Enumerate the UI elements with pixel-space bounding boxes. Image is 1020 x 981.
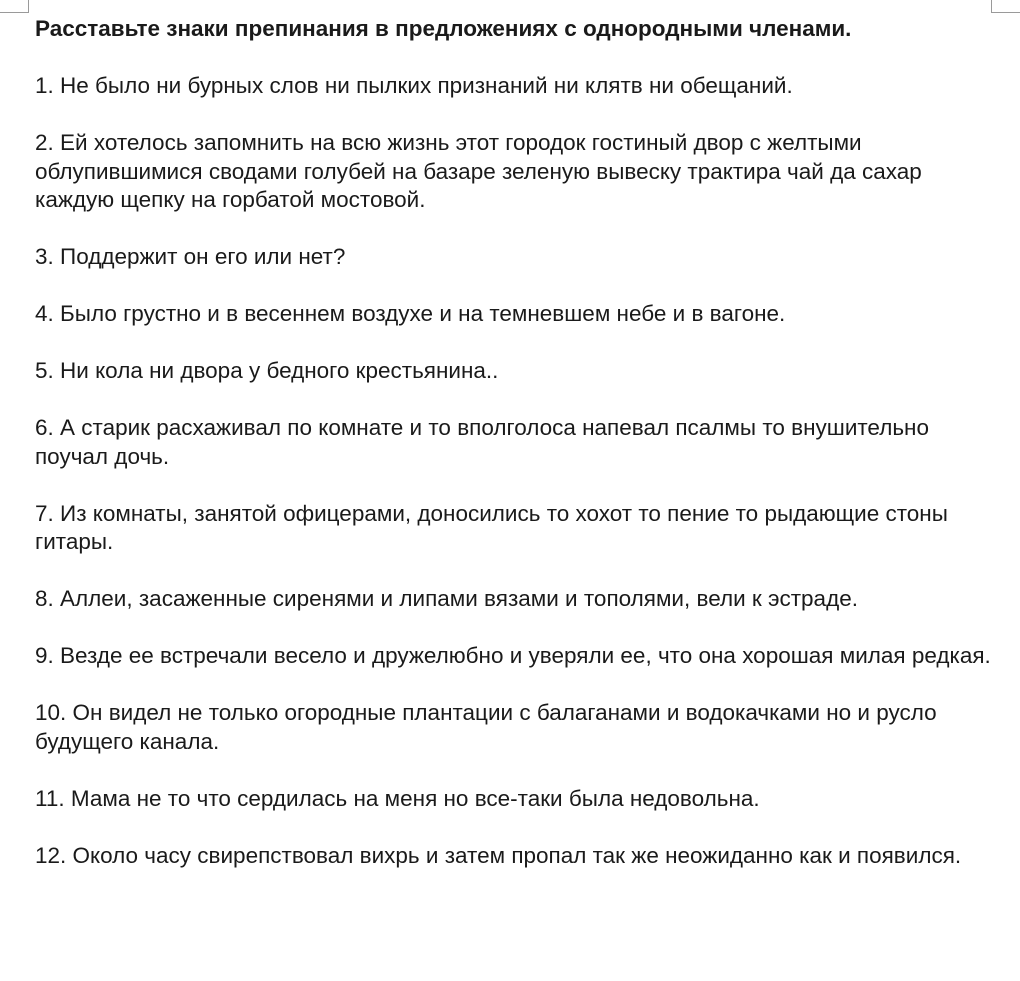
- sentence-list: [35, 72, 1005, 870]
- sentence-item-11: 11. Мама не то что сердилась на меня но все-таки была недовольна.: [35, 785, 760, 811]
- sentence-item-5: 5. Ни кола ни двора у бедного крестьянина..: [35, 358, 499, 383]
- sentence-item-6: 6. А старик расхаживал по комнате и то вполголоса напевал псалмы то внушительно поучал дочь.: [35, 415, 929, 469]
- sentence-item-7: 7. Из комнаты, занятой офицерами, доносились то хохот то пение то рыдающие стоны гитары.: [35, 500, 948, 554]
- sentence-item-8: 8. Аллеи, засаженные сиренями и липами вязами и тополями, вели к эстраде.: [35, 586, 858, 611]
- sentence-item-9: 9. Везде ее встречали весело и дружелюбно и уверяли ее, что она хорошая милая редкая.: [35, 643, 991, 668]
- sentence-item-12: 12. Около часу свирепствовал вихрь и затем пропал так же неожиданно как и появился.: [35, 842, 962, 868]
- sentence-item-3: 3. Поддержит он его или нет?: [35, 244, 346, 269]
- sentence-item-10: 10. Он видел не только огородные плантации с балаганами и водокачками но и русло будущего канала.: [35, 700, 937, 754]
- document-page: [35, 14, 1005, 899]
- sentence-item-1: 1. Не было ни бурных слов ни пылких признаний ни клятв ни обещаний.: [35, 73, 793, 98]
- sentence-item-4: 4. Было грустно и в весеннем воздухе и на темневшем небе и в вагоне.: [35, 301, 786, 326]
- sentence-item-2: 2. Ей хотелось запомнить на всю жизнь этот городок гостиный двор с желтыми облупившимися сводами голубей на базаре зеленую вывеску трактира чай да сахар каждую щепку на горбатой мостовой.: [35, 130, 922, 212]
- task-heading: Расставьте знаки препинания в предложениях с однородными членами.: [35, 16, 852, 41]
- page-corner-mark-right: [991, 0, 1020, 13]
- page-corner-mark-left: [0, 0, 29, 13]
